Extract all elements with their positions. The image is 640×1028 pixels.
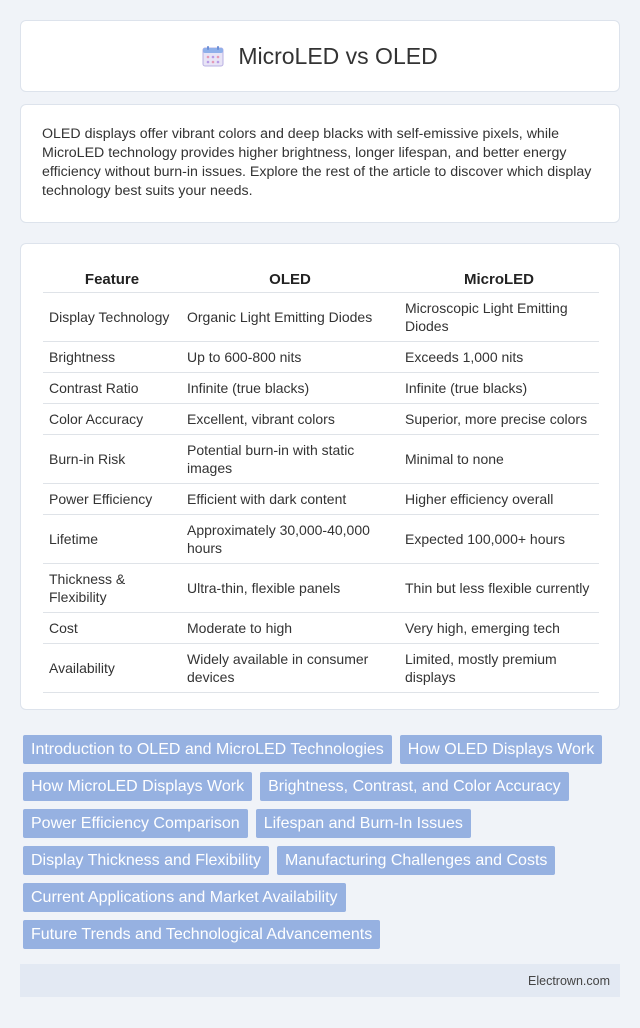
topic-tags (23, 735, 623, 949)
table-cell: Thickness & Flexibility (43, 563, 181, 612)
topic-tag-applications-market[interactable]: Current Applications and Market Availability (23, 883, 346, 912)
table-cell: Expected 100,000+ hours (399, 514, 599, 563)
topic-tag-manufacturing-costs[interactable]: Manufacturing Challenges and Costs (277, 846, 555, 875)
topic-tag-introduction[interactable]: Introduction to OLED and MicroLED Technologies (23, 735, 392, 764)
table-cell: Excellent, vibrant colors (181, 403, 399, 434)
title-wrap (202, 43, 437, 70)
header-card (20, 20, 620, 92)
table-cell: Moderate to high (181, 612, 399, 643)
header-oled: OLED (181, 266, 399, 292)
table-cell: Widely available in consumer devices (181, 643, 399, 692)
table-cell: Efficient with dark content (181, 483, 399, 514)
table-cell: Cost (43, 612, 181, 643)
table-cell: Color Accuracy (43, 403, 181, 434)
topic-tag-lifespan-burn-in[interactable]: Lifespan and Burn-In Issues (256, 809, 471, 838)
topic-tag-thickness-flexibility[interactable]: Display Thickness and Flexibility (23, 846, 269, 875)
topic-tag-how-microled-works[interactable]: How MicroLED Displays Work (23, 772, 252, 801)
header-microled: MicroLED (399, 266, 599, 292)
table-cell: Minimal to none (399, 434, 599, 483)
table-cell: Exceeds 1,000 nits (399, 341, 599, 372)
comparison-table (43, 266, 599, 693)
table-cell: Ultra-thin, flexible panels (181, 563, 399, 612)
footer (20, 964, 620, 997)
table-cell: Superior, more precise colors (399, 403, 599, 434)
table-row (43, 514, 599, 563)
calendar-icon (202, 45, 224, 67)
table-cell: Infinite (true blacks) (399, 372, 599, 403)
page-title: MicroLED vs OLED (238, 42, 438, 69)
table-cell: Higher efficiency overall (399, 483, 599, 514)
topic-tag-how-oled-works[interactable]: How OLED Displays Work (400, 735, 602, 764)
table-row (43, 403, 599, 434)
table-cell: Display Technology (43, 292, 181, 341)
comparison-table-card (20, 243, 620, 710)
table-cell: Organic Light Emitting Diodes (181, 292, 399, 341)
table-header-row (43, 266, 599, 292)
table-row (43, 612, 599, 643)
table-cell: Lifetime (43, 514, 181, 563)
footer-site-name[interactable]: Electrown.com (528, 973, 610, 988)
table-cell: Thin but less flexible currently (399, 563, 599, 612)
header-feature: Feature (43, 266, 181, 292)
table-cell: Burn-in Risk (43, 434, 181, 483)
table-row (43, 292, 599, 341)
table-cell: Infinite (true blacks) (181, 372, 399, 403)
table-row (43, 341, 599, 372)
table-row (43, 563, 599, 612)
table-cell: Contrast Ratio (43, 372, 181, 403)
table-row (43, 434, 599, 483)
intro-card (20, 104, 620, 223)
topic-tag-brightness-contrast[interactable]: Brightness, Contrast, and Color Accuracy (260, 772, 569, 801)
table-row (43, 483, 599, 514)
table-cell: Availability (43, 643, 181, 692)
table-cell: Potential burn-in with static images (181, 434, 399, 483)
table-cell: Very high, emerging tech (399, 612, 599, 643)
table-cell: Brightness (43, 341, 181, 372)
topic-tag-future-trends[interactable]: Future Trends and Technological Advancements (23, 920, 380, 949)
table-row (43, 372, 599, 403)
intro-text: OLED displays offer vibrant colors and deep blacks with self-emissive pixels, while MicroLED technology provides higher brightness, longer lifespan, and better energy efficiency without burn-in issues. Explore the rest of the article to discover which display technology best suits your needs. (42, 126, 592, 199)
topic-tag-power-efficiency[interactable]: Power Efficiency Comparison (23, 809, 248, 838)
table-row (43, 643, 599, 692)
table-cell: Up to 600-800 nits (181, 341, 399, 372)
table-cell: Power Efficiency (43, 483, 181, 514)
table-cell: Approximately 30,000-40,000 hours (181, 514, 399, 563)
table-cell: Microscopic Light Emitting Diodes (399, 292, 599, 341)
table-cell: Limited, mostly premium displays (399, 643, 599, 692)
